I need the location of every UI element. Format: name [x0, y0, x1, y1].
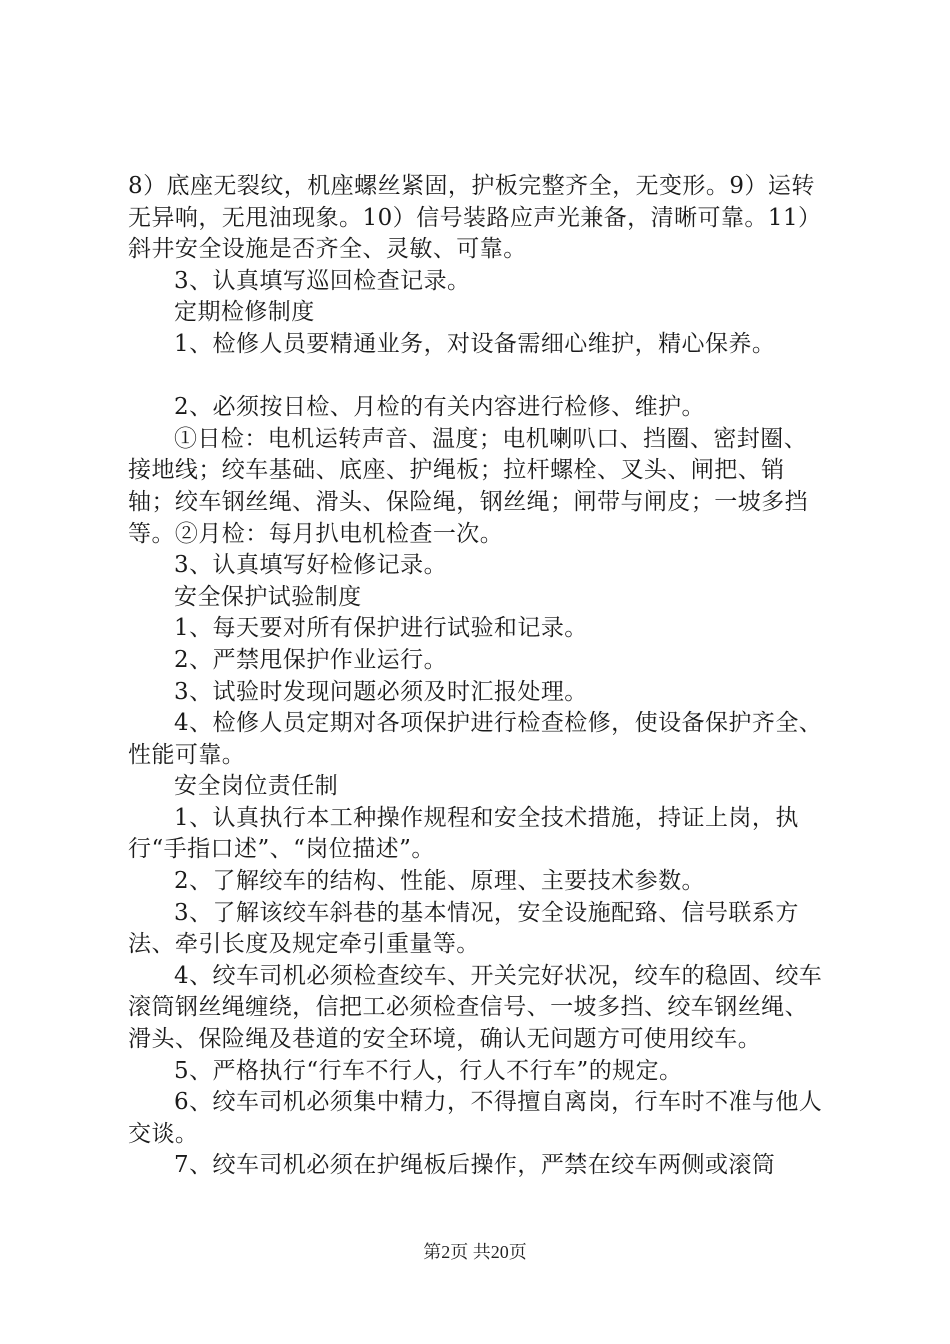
paragraph: 3、了解该绞车斜巷的基本情况，安全设施配臵、信号联系方法、牵引长度及规定牵引重量等。 [128, 899, 799, 958]
section-heading: 定期检修制度 [174, 299, 315, 326]
paragraph: 6、绞车司机必须集中精力，不得擅自离岗，行车时不准与他人交谈。 [128, 1089, 823, 1147]
paragraph: 3、试验时发现问题必须及时汇报处理。 [174, 678, 588, 705]
paragraph: 1、每天要对所有保护进行试验和记录。 [174, 615, 588, 642]
paragraph: 7、绞车司机必须在护绳板后操作，严禁在绞车两侧或滚筒 [174, 1152, 776, 1179]
paragraph: 2、了解绞车的结构、性能、原理、主要技术参数。 [174, 868, 705, 895]
paragraph: 3、认真填写好检修记录。 [174, 552, 448, 579]
paragraph: 5、严格执行“行车不行人，行人不行车”的规定。 [174, 1057, 683, 1084]
section-heading: 安全岗位责任制 [174, 773, 339, 800]
paragraph: 3、认真填写巡回检查记录。 [174, 267, 471, 294]
paragraph: 4、检修人员定期对各项保护进行检查检修，使设备保护齐全、性能可靠。 [128, 710, 823, 768]
paragraph: 1、检修人员要精通业务，对设备需细心维护，精心保养。 [174, 330, 776, 357]
paragraph: 2、必须按日检、月检的有关内容进行检修、维护。 [174, 394, 705, 421]
paragraph: 2、严禁甩保护作业运行。 [174, 646, 448, 673]
document-body [128, 171, 828, 1182]
paragraph-inspection-items: 8）底座无裂纹，机座螺丝紧固，护板完整齐全，无变形。9）运转无异响，无甩油现象。10）信号装路应声光兼备，清晰可靠。11）斜井安全设施是否齐全、灵敏、可靠。 [128, 173, 822, 263]
paragraph: 4、绞车司机必须检查绞车、开关完好状况，绞车的稳固、绞车滚筒钢丝绳缠绕，信把工必须检查信号、一坡多挡、绞车钢丝绳、滑头、保险绳及巷道的安全环境，确认无问题方可使用绞车。 [128, 962, 823, 1053]
section-heading: 安全保护试验制度 [174, 583, 362, 610]
blank-line [128, 361, 828, 393]
paragraph: 1、认真执行本工种操作规程和安全技术措施，持证上岗，执行“手指口述”、“岗位描述”。 [128, 804, 799, 863]
paragraph: ①日检：电机运转声音、温度；电机喇叭口、挡圈、密封圈、接地线；绞车基础、底座、护绳板；拉杆螺栓、叉头、闸把、销轴；绞车钢丝绳、滑头、保险绳，钢丝绳；闸带与闸皮；一坡多挡等。②月检：每月扒电机检查一次。 [128, 425, 809, 547]
page-number-footer: 第2页 共20页 [423, 1242, 527, 1262]
